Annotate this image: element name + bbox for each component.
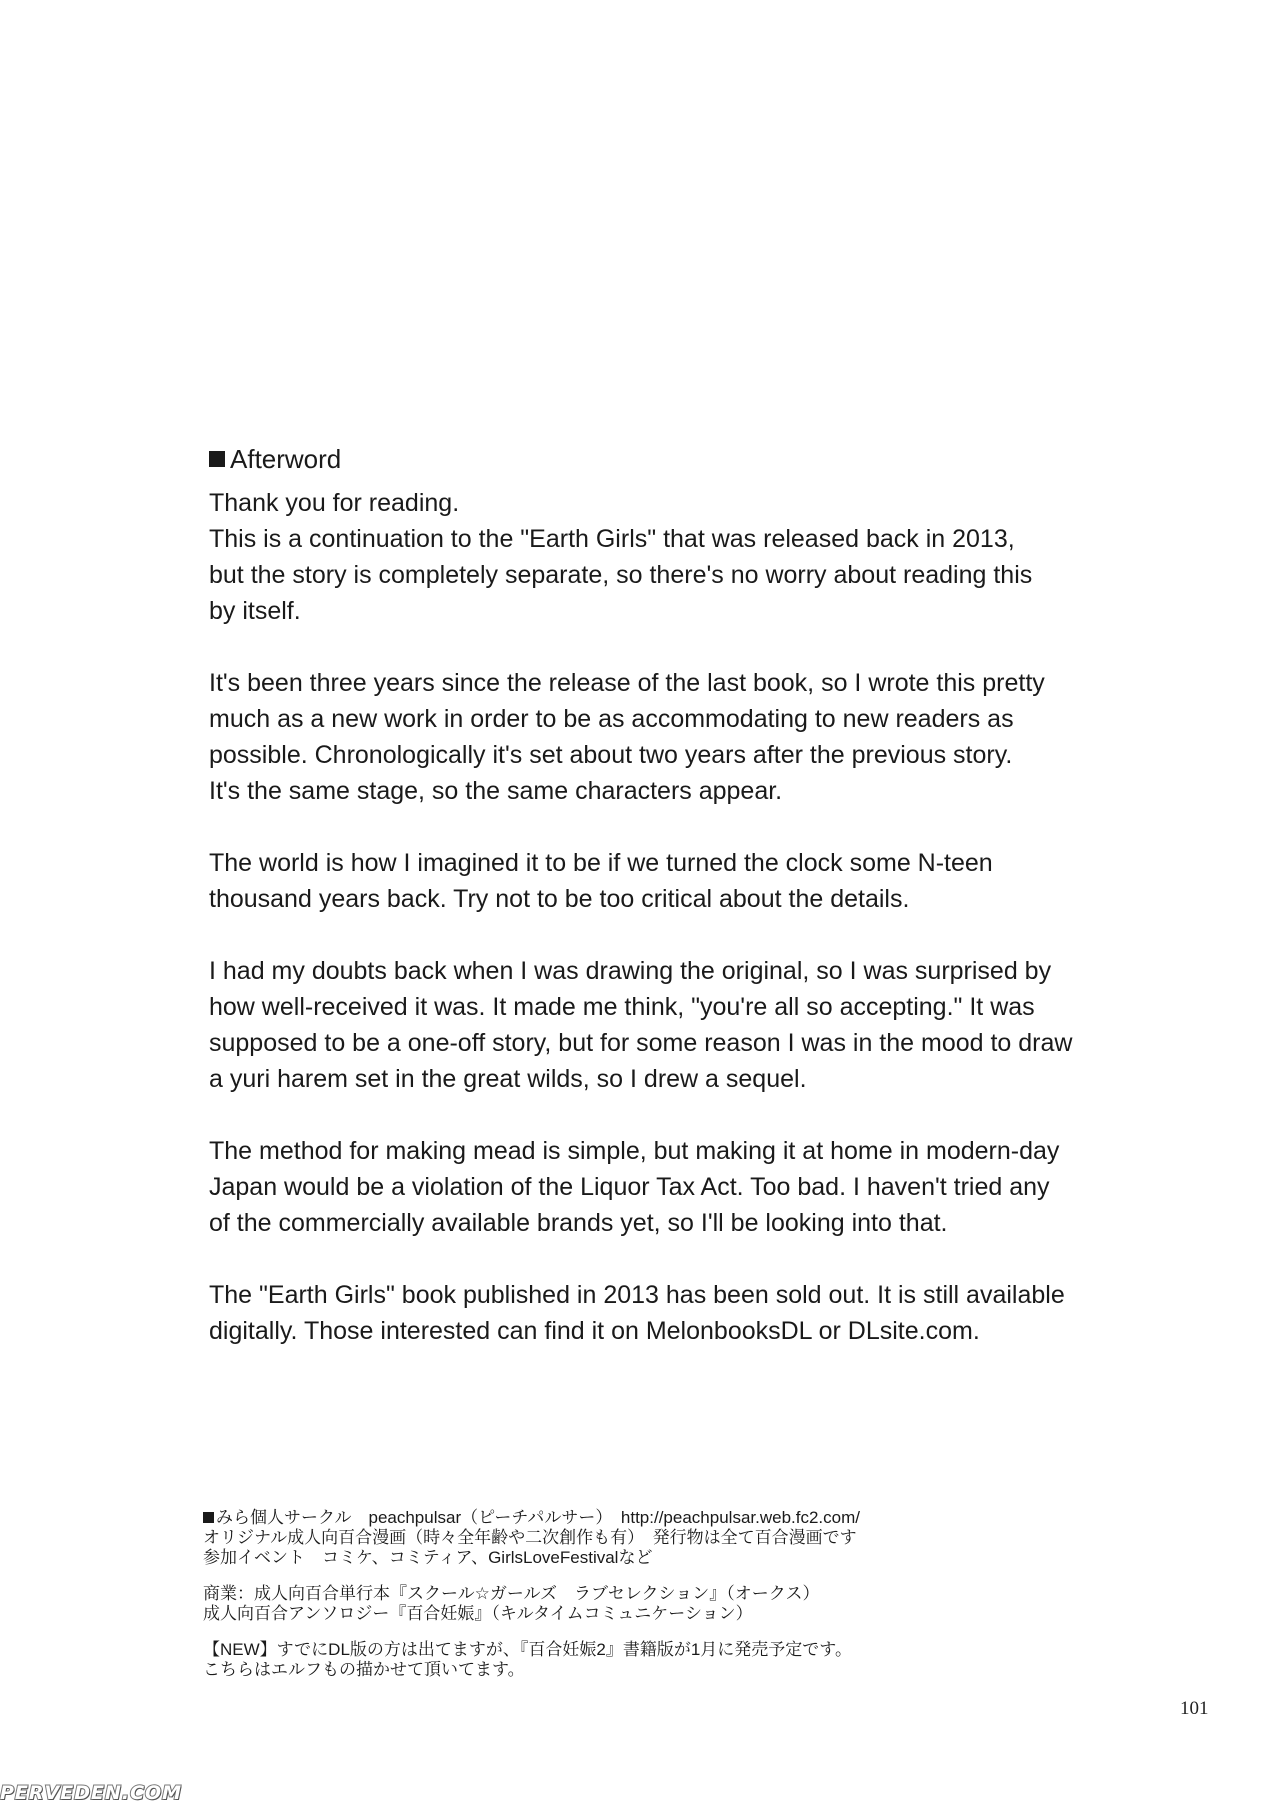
afterword-paragraph-6: The "Earth Girls" book published in 2013 has been sold out. It is still available digitally. Those interested can find it on MelonbooksDL or DLsite.com. [209,1281,1065,1345]
afterword-paragraph-3: The world is how I imagined it to be if we turned the clock some N-teen thousand years back. Try not to be too critical about the details. [209,849,993,913]
news-info [203,1640,1103,1680]
site-watermark: PERVEDEN.COM [0,1782,183,1804]
square-bullet-icon [209,451,225,467]
afterword-paragraph-5: The method for making mead is simple, but making it at home in modern-day Japan would be a violation of the Liquor Tax Act. Too bad. I haven't tried any of the commercially available brands yet, so I'll be looking into that. [209,1137,1060,1237]
genre-line: オリジナル成人向百合漫画（時々全年齢や二次創作も有） 発行物は全て百合漫画です [203,1528,857,1547]
events-line: 参加イベント コミケ、コミティア、GirlsLoveFestivalなど [203,1548,653,1567]
circle-line-text: みら個人サークル peachpulsar（ピーチパルサー） http://peachpulsar.web.fc2.com/ [216,1508,860,1527]
commercial-line-1: 商業：成人向百合単行本『スクール☆ガールズ ラブセレクション』（オークス） [203,1584,820,1603]
commercial-line-2: 成人向百合アンソロジー『百合妊娠』（キルタイムコミュニケーション） [203,1604,753,1623]
circle-line [203,1508,1103,1528]
afterword-paragraph-1: Thank you for reading. This is a continuation to the "Earth Girls" that was released back in 2013, but the story is completely separate, so there's no worry about reading this by itself. [209,489,1033,625]
square-bullet-icon [203,1512,214,1523]
commercial-info [203,1584,1103,1624]
afterword-paragraph-4: I had my doubts back when I was drawing the original, so I was surprised by how well-received it was. It made me think, "you're all so accepting." It was supposed to be a one-off story, but for some reason I was in the mood to draw a yuri harem set in the great wilds, so I drew a sequel. [209,957,1073,1093]
circle-info [203,1508,1103,1568]
news-line-2: こちらはエルフもの描かせて頂いてます。 [203,1660,525,1679]
afterword-paragraph-2: It's been three years since the release of the last book, so I wrote this pretty much as a new work in order to be as accommodating to new readers as possible. Chronologically it's set about two years after the previous story. It's the same stage, so the same characters appear. [209,669,1045,805]
afterword-section [209,441,1199,1385]
afterword-heading-text: Afterword [230,444,342,474]
colophon [203,1508,1103,1696]
afterword-heading [209,441,1199,477]
page-number: 101 [1180,1698,1209,1719]
news-line-1: 【NEW】すでにDL版の方は出てますが、『百合妊娠2』書籍版が1月に発売予定です。 [203,1640,852,1659]
